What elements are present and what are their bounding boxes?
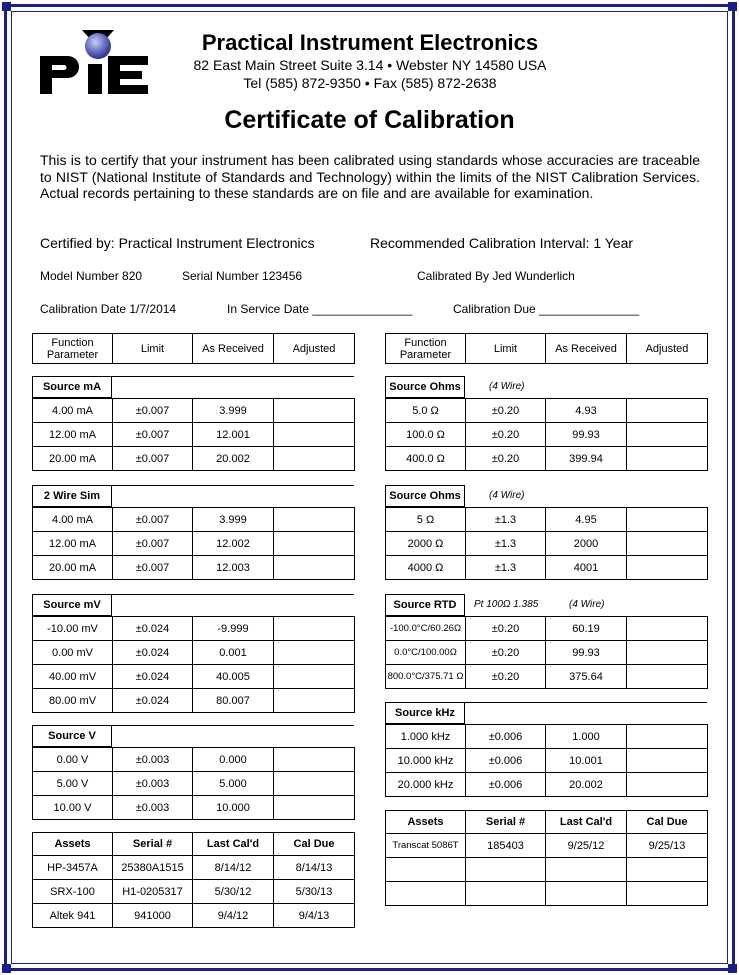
wire-note: (4 Wire) (489, 381, 525, 392)
section-header-source-rtd: Source RTD (385, 594, 465, 616)
table-row (386, 858, 708, 882)
section-header-source-mv: Source mV (32, 594, 112, 616)
table-row: 800.0°C/375.71 Ω ±0.20 375.64 (386, 665, 708, 689)
source-v-table (32, 747, 355, 820)
table-row: 4000 Ω ±1.3 4001 (386, 556, 708, 580)
company-address: 82 East Main Street Suite 3.14 • Webster NY 14580 USA (193, 57, 547, 73)
table-row: 5.0 Ω ±0.20 4.93 (386, 399, 708, 423)
table-row: 0.0°C/100.00Ω ±0.20 99.93 (386, 641, 708, 665)
serial-number: Serial Number 123456 (182, 269, 303, 283)
function-parameter-header: Function Parameter (386, 334, 466, 364)
border-corner (2, 964, 11, 973)
table-row: 12.00 mA ±0.007 12.001 (33, 423, 355, 447)
company-name: Practical Instrument Electronics (201, 30, 539, 55)
section-header-source-ma: Source mA (32, 376, 112, 398)
table-row: 10.000 kHz ±0.006 10.001 (386, 749, 708, 773)
function-parameter-header: Function Parameter (33, 334, 113, 364)
limit-header: Limit (113, 334, 193, 364)
table-row: 1.000 kHz ±0.006 1.000 (386, 725, 708, 749)
source-khz-table (385, 724, 708, 797)
adjusted-header: Adjusted (627, 334, 708, 364)
certified-by: Certified by: Practical Instrument Electronics (40, 235, 315, 251)
table-row: -100.0°C/60.26Ω ±0.20 60.19 (386, 617, 708, 641)
table-row: 20.000 kHz ±0.006 20.002 (386, 773, 708, 797)
left-column-header (32, 333, 355, 364)
border-corner (728, 2, 737, 11)
section-rule (112, 594, 354, 595)
table-row: 20.00 mA ±0.007 20.002 (33, 447, 355, 471)
limit-header: Limit (466, 334, 546, 364)
table-row: 40.00 mV ±0.024 40.005 (33, 665, 355, 689)
company-header (150, 30, 590, 92)
assets-header-row: Assets Serial # Last Cal'd Cal Due (33, 833, 355, 856)
model-number: Model Number 820 (40, 269, 143, 283)
table-row: 20.00 mA ±0.007 12.003 (33, 556, 355, 580)
calibration-due: Calibration Due _______________ (453, 302, 640, 316)
table-row: 4.00 mA ±0.007 3.999 (33, 508, 355, 532)
right-column-header (385, 333, 708, 364)
section-header-source-ohms: Source Ohms (385, 485, 465, 507)
table-row: 10.00 V ±0.003 10.000 (33, 796, 355, 820)
rtd-type-note: Pt 100Ω 1.385 (474, 599, 539, 610)
section-header-source-ohms: Source Ohms (385, 376, 465, 398)
certification-statement: This is to certify that your instrument has been calibrated using standards whose accuracies are traceable to NIST (National Institute of Standards and Technology) within the limits of the NIST Calibration Services. Actual records pertaining to these standards are on file and are available for examination. (40, 152, 700, 201)
wire-note: (4 Wire) (489, 490, 525, 501)
table-row: 5 Ω ±1.3 4.95 (386, 508, 708, 532)
section-header-source-khz: Source kHz (385, 702, 465, 724)
company-phone-fax: Tel (585) 872-9350 • Fax (585) 872-2638 (243, 75, 497, 91)
table-row: SRX-100 H1-0205317 5/30/12 5/30/13 (33, 880, 355, 904)
source-ohms-table (385, 398, 708, 471)
section-rule (112, 376, 354, 377)
source-rtd-table (385, 616, 708, 689)
table-row: HP-3457A 25380A1515 8/14/12 8/14/13 (33, 856, 355, 880)
table-row: 4.00 mA ±0.007 3.999 (33, 399, 355, 423)
table-row: Altek 941 941000 9/4/12 9/4/13 (33, 904, 355, 928)
two-wire-sim-table (32, 507, 355, 580)
calibrated-by: Calibrated By Jed Wunderlich (417, 269, 575, 283)
certificate-title: Certificate of Calibration (224, 106, 515, 134)
assets-header-row: Assets Serial # Last Cal'd Cal Due (386, 811, 708, 834)
table-row: -10.00 mV ±0.024 -9.999 (33, 617, 355, 641)
table-row: 0.00 mV ±0.024 0.001 (33, 641, 355, 665)
source-mv-table (32, 616, 355, 713)
border-corner (2, 2, 11, 11)
section-header-2-wire-sim: 2 Wire Sim (32, 485, 112, 507)
table-row: 400.0 Ω ±0.20 399.94 (386, 447, 708, 471)
calibration-date: Calibration Date 1/7/2014 (40, 302, 177, 316)
table-row: 5.00 V ±0.003 5.000 (33, 772, 355, 796)
in-service-date: In Service Date _______________ (227, 302, 413, 316)
section-rule (112, 485, 354, 486)
calibration-interval: Recommended Calibration Interval: 1 Year (370, 235, 634, 251)
section-rule (112, 725, 354, 726)
adjusted-header: Adjusted (274, 334, 355, 364)
wire-note: (4 Wire) (569, 599, 605, 610)
as-received-header: As Received (546, 334, 627, 364)
border-corner (728, 964, 737, 973)
right-assets-table (385, 810, 708, 906)
company-logo (38, 26, 150, 96)
section-rule (465, 702, 707, 703)
table-row: 2000 Ω ±1.3 2000 (386, 532, 708, 556)
table-row: 80.00 mV ±0.024 80.007 (33, 689, 355, 713)
table-row (386, 882, 708, 906)
left-assets-table (32, 832, 355, 928)
source-ma-table (32, 398, 355, 471)
table-row: Transcat 5086T 185403 9/25/12 9/25/13 (386, 834, 708, 858)
table-row: 0.00 V ±0.003 0.000 (33, 748, 355, 772)
section-header-source-v: Source V (32, 725, 112, 747)
as-received-header: As Received (193, 334, 274, 364)
table-row: 12.00 mA ±0.007 12.002 (33, 532, 355, 556)
source-ohms-table-2 (385, 507, 708, 580)
table-row: 100.0 Ω ±0.20 99.93 (386, 423, 708, 447)
